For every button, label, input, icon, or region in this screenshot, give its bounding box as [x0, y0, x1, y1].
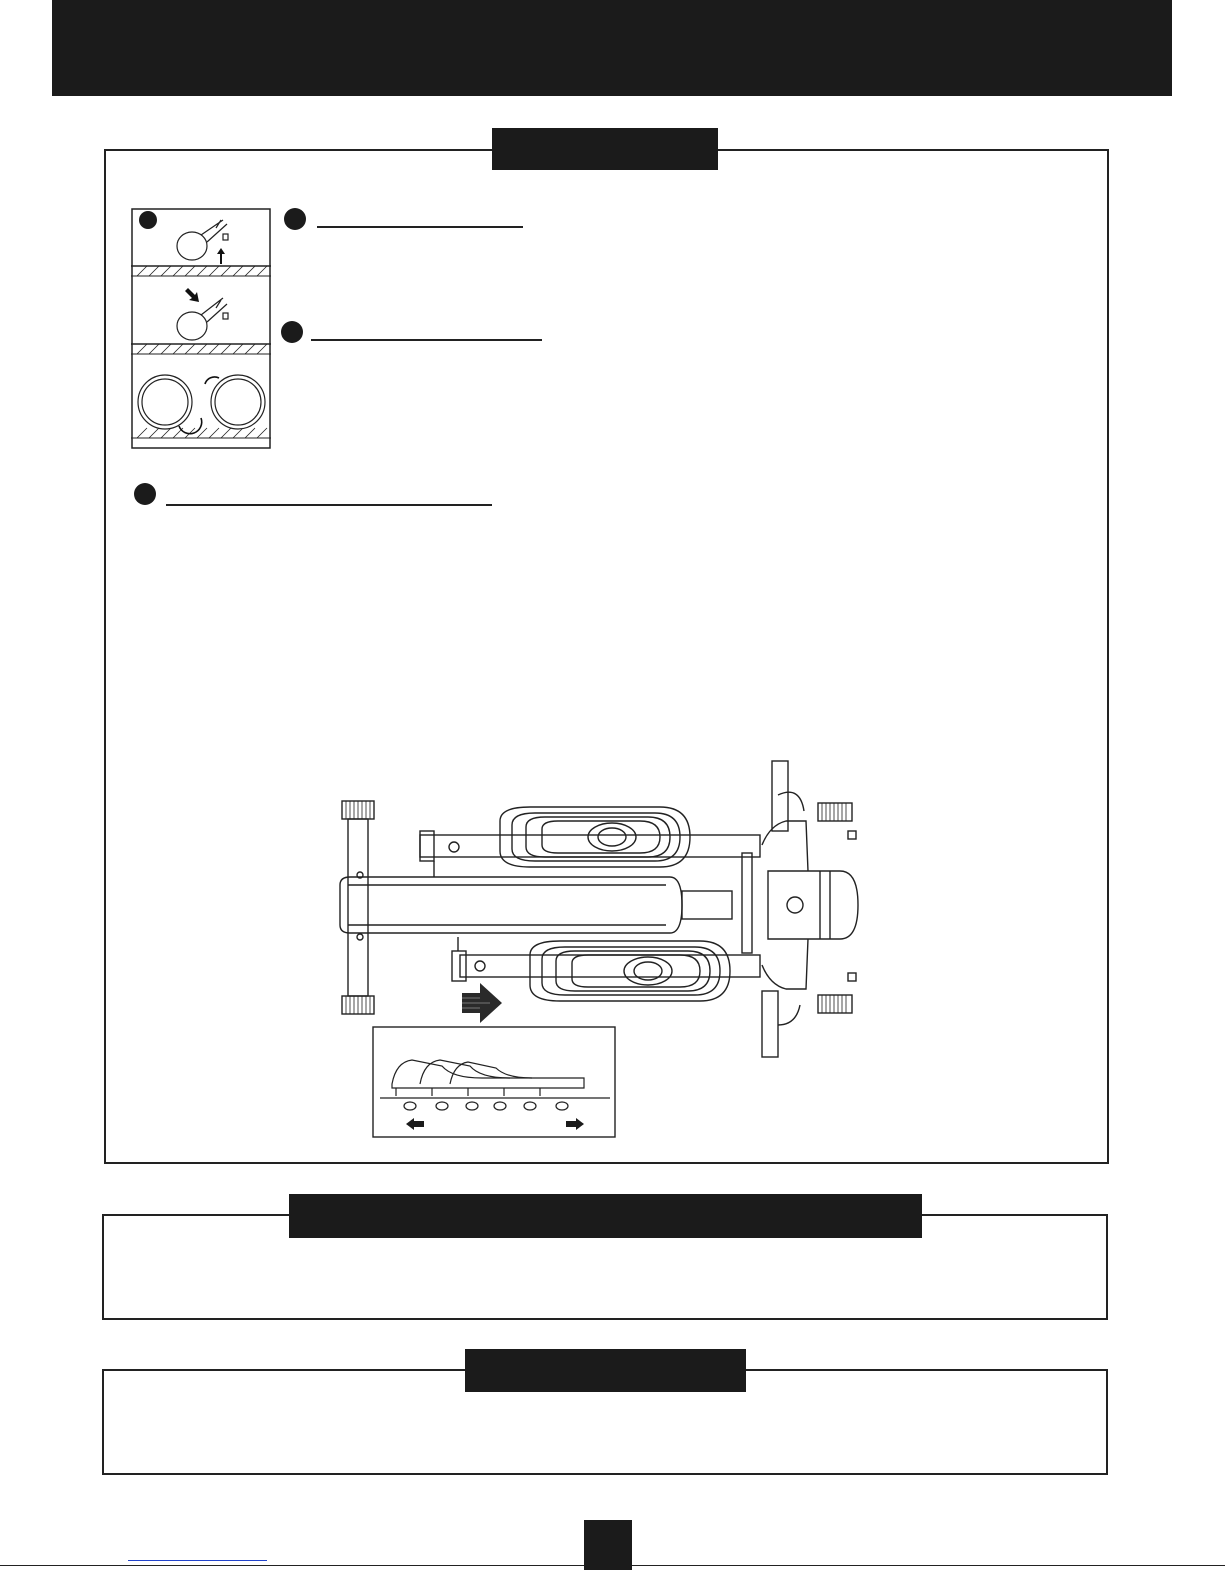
step-1-heading-rule	[317, 226, 523, 228]
step-1-marker-icon	[284, 208, 306, 230]
upper-pedal-arm	[420, 831, 760, 877]
upper-pedal	[500, 807, 690, 867]
third-panel-title	[465, 1349, 746, 1392]
wheel-figure-dot-icon	[139, 211, 157, 229]
lower-pedal	[530, 941, 730, 1001]
footer-link-underline[interactable]	[128, 1560, 267, 1561]
wheel-leveling-figure	[131, 208, 271, 449]
second-panel-title	[289, 1194, 922, 1238]
header-bar	[52, 0, 1172, 96]
forward-arrow-icon	[462, 983, 502, 1023]
pedal-motion-inset	[372, 1026, 616, 1138]
page-number-box	[584, 1520, 632, 1570]
step-3-heading-rule	[166, 504, 492, 506]
step-2-marker-icon	[281, 321, 303, 343]
main-rail	[340, 872, 732, 940]
elliptical-top-view-diagram	[330, 755, 870, 1065]
step-2-heading-rule	[311, 339, 542, 341]
rear-stabilizer	[342, 801, 374, 1014]
main-panel-title	[492, 128, 718, 170]
front-stabilizer	[818, 803, 856, 1013]
step-3-marker-icon	[134, 483, 156, 505]
